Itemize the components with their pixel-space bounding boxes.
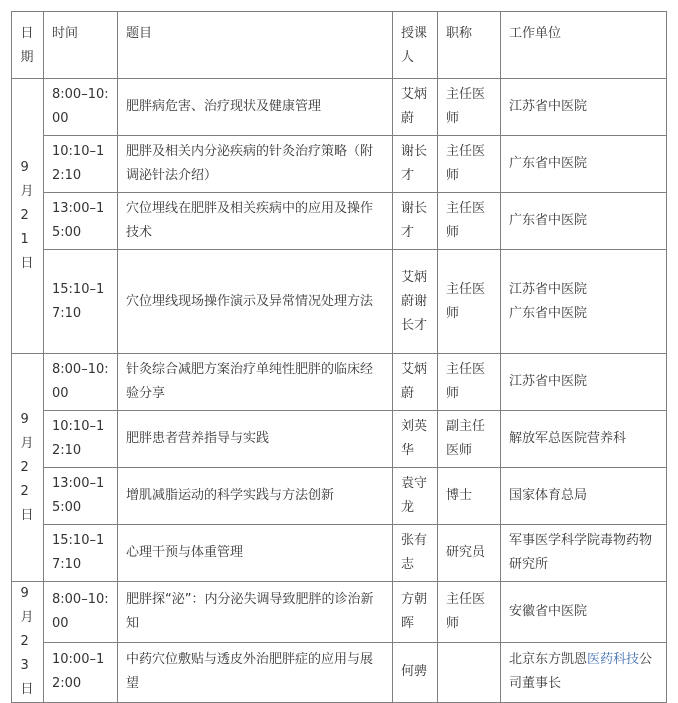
speaker-cell: 谢长才	[393, 193, 438, 250]
table-row	[12, 525, 667, 582]
title-cell: 主任医师	[438, 79, 501, 136]
topic-cell: 心理干预与体重管理	[118, 525, 393, 582]
table-row	[12, 411, 667, 468]
speaker-cell: 何骋	[393, 642, 438, 703]
time-cell: 13:00–15:00	[44, 193, 118, 250]
title-cell: 主任医师	[438, 354, 501, 411]
header-unit: 工作单位	[501, 12, 667, 79]
topic-cell: 肥胖病危害、治疗现状及健康管理	[118, 79, 393, 136]
time-cell: 15:10–17:10	[44, 525, 118, 582]
unit-cell: 广东省中医院	[501, 136, 667, 193]
topic-cell: 增肌减脂运动的科学实践与方法创新	[118, 468, 393, 525]
title-cell: 主任医师	[438, 250, 501, 354]
time-cell: 10:10–12:10	[44, 411, 118, 468]
speaker-cell: 艾炳蔚	[393, 79, 438, 136]
speaker-cell: 艾炳蔚	[393, 354, 438, 411]
schedule-table	[11, 11, 667, 703]
title-cell: 副主任医师	[438, 411, 501, 468]
table-row	[12, 354, 667, 411]
unit-text-pre: 北京东方凯恩	[509, 652, 588, 668]
unit-cell	[501, 250, 667, 354]
time-cell: 8:00–10:00	[44, 582, 118, 643]
unit-cell: 国家体育总局	[501, 468, 667, 525]
table-row	[12, 468, 667, 525]
unit-cell: 解放军总医院营养科	[501, 411, 667, 468]
speaker-cell: 艾炳蔚谢长才	[393, 250, 438, 354]
unit-cell: 军事医学科学院毒物药物研究所	[501, 525, 667, 582]
speaker-cell: 刘英华	[393, 411, 438, 468]
unit-line: 广东省中医院	[509, 305, 588, 321]
time-cell: 13:00–15:00	[44, 468, 118, 525]
unit-cell: 江苏省中医院	[501, 79, 667, 136]
time-cell: 10:10–12:10	[44, 136, 118, 193]
unit-keyword-link[interactable]: 医药科技	[587, 652, 640, 668]
header-topic: 题目	[118, 12, 393, 79]
table-row	[12, 79, 667, 136]
header-time: 时间	[44, 12, 118, 79]
date-cell: 9月22日	[12, 354, 44, 582]
unit-cell: 安徽省中医院	[501, 582, 667, 643]
topic-cell: 肥胖及相关内分泌疾病的针灸治疗策略（附调泌针法介绍）	[118, 136, 393, 193]
speaker-cell: 谢长才	[393, 136, 438, 193]
topic-cell: 肥胖探“泌”：内分泌失调导致肥胖的诊治新知	[118, 582, 393, 643]
date-cell: 9月21日	[12, 79, 44, 354]
time-cell: 10:00–12:00	[44, 642, 118, 703]
title-cell: 博士	[438, 468, 501, 525]
topic-cell: 穴位埋线在肥胖及相关疾病中的应用及操作技术	[118, 193, 393, 250]
title-cell: 主任医师	[438, 193, 501, 250]
topic-cell: 针灸综合减肥方案治疗单纯性肥胖的临床经验分享	[118, 354, 393, 411]
header-row	[12, 12, 667, 79]
header-speaker: 授课人	[393, 12, 438, 79]
header-title: 职称	[438, 12, 501, 79]
date-cell: 9月23日	[12, 582, 44, 703]
speaker-cell: 方朝晖	[393, 582, 438, 643]
time-cell: 8:00–10:00	[44, 354, 118, 411]
table-row	[12, 582, 667, 643]
topic-cell: 肥胖患者营养指导与实践	[118, 411, 393, 468]
table-row	[12, 193, 667, 250]
title-cell: 研究员	[438, 525, 501, 582]
speaker-cell: 袁守龙	[393, 468, 438, 525]
time-cell: 15:10–17:10	[44, 250, 118, 354]
table-row	[12, 136, 667, 193]
time-cell: 8:00–10:00	[44, 79, 118, 136]
speaker-cell: 张有志	[393, 525, 438, 582]
table-row	[12, 250, 667, 354]
header-date: 日期	[12, 12, 44, 79]
unit-cell: 江苏省中医院	[501, 354, 667, 411]
unit-cell: 广东省中医院	[501, 193, 667, 250]
topic-cell: 中药穴位敷贴与透皮外治肥胖症的应用与展望	[118, 642, 393, 703]
unit-text-post: 公司董事长	[509, 652, 653, 692]
title-cell: 主任医师	[438, 136, 501, 193]
topic-cell: 穴位埋线现场操作演示及异常情况处理方法	[118, 250, 393, 354]
title-cell	[438, 642, 501, 703]
table-row	[12, 642, 667, 703]
title-cell: 主任医师	[438, 582, 501, 643]
unit-line: 江苏省中医院	[509, 281, 588, 297]
unit-cell	[501, 642, 667, 703]
